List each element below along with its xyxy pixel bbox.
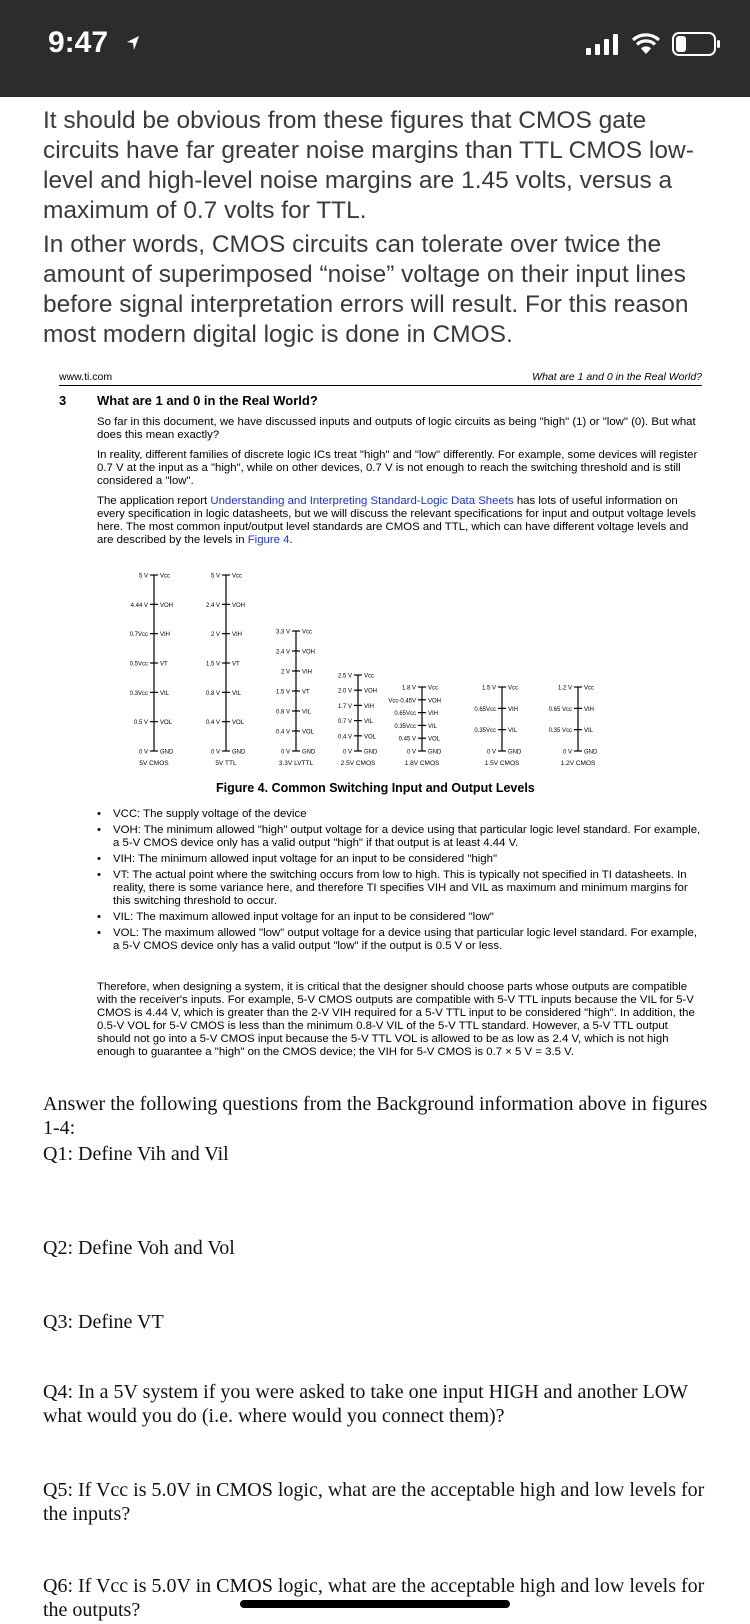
location-arrow-icon <box>126 35 140 51</box>
doc-header-site: www.ti.com <box>59 371 113 383</box>
level-label: 0.4 V <box>205 720 220 727</box>
level-label: 0.5 V <box>133 720 148 727</box>
bullet-vil: • VIL: The maximum allowed input voltage for an input to be considered "low" <box>97 911 702 924</box>
level-label: 0.7Vcc <box>130 632 148 639</box>
level-name: VOH <box>232 602 246 609</box>
level-name: GND <box>232 749 246 756</box>
level-name: VOH <box>428 698 442 705</box>
question-3: Q3: Define VT <box>43 1311 164 1333</box>
question-1: Q1: Define Vih and Vil <box>43 1143 229 1165</box>
bullet-voh: • VOH: The minimum allowed "high" output voltage for a device using that particular logic level standard. For example, a 5-V CMOS device only has a valid output "high" if that output is at least 4.44 V. <box>97 824 702 850</box>
bullet-vcc: • VCC: The supply voltage of the device <box>97 808 702 821</box>
level-label: 5 V <box>138 573 148 580</box>
status-bar <box>0 0 750 97</box>
level-name: VT <box>160 661 168 668</box>
level-label: 2 V <box>280 669 290 676</box>
doc-p3-b: has lots of useful information on every specification in logic datasheets, but we will discuss the relevant specifications for input and output voltage levels here. The most common input/output level standards are CMOS and TTL, which can have different voltage levels and are described by the levels in <box>97 495 696 546</box>
level-label: Vcc-0.45V <box>388 698 416 705</box>
battery-icon <box>672 32 722 56</box>
family-label: 5V CMOS <box>139 760 169 767</box>
questions-intro: Answer the following questions from the Background information above in figures 1-4: <box>43 1093 708 1139</box>
level-label: 0.65Vcc <box>474 706 496 713</box>
figure-4-levels-diagram <box>130 567 670 767</box>
doc-p3-c: . <box>289 534 293 546</box>
level-label: 0 V <box>562 749 572 756</box>
level-name: VIH <box>232 632 243 639</box>
level-name: VOL <box>302 729 315 736</box>
level-label: 0.5Vcc <box>130 661 148 668</box>
level-name: VIH <box>364 703 375 710</box>
level-name: VIH <box>428 711 439 718</box>
level-name: Vcc <box>428 685 439 692</box>
level-label: 0.4 V <box>337 734 352 741</box>
level-name: VOH <box>160 602 174 609</box>
family-label: 1.2V CMOS <box>560 760 596 767</box>
doc-p3-a: The application report <box>97 495 211 507</box>
intro-paragraph-2: In other words, CMOS circuits can tolerate over twice the amount of superimposed “noise” voltage on their input lines before signal interpretation errors will result. For this reason most modern digital logic is done in CMOS. <box>43 231 689 348</box>
family-label: 5V TTL <box>215 760 237 767</box>
doc-therefore-paragraph: Therefore, when designing a system, it is critical that the designer should choose parts whose outputs are compatible with the receiver's inputs. For example, 5-V CMOS outputs are compatible with 5-V TTL inputs because the VIL for 5-V CMOS is 4.44 V, which is greater than the 2-V VIH required for a 5-V TTL input to be considered "high". In addition, the 0.5-V VOL for 5-V CMOS is less than the minimum 0.8-V VIL of the 5-V TTL standard. However, a 5-V TTL output should not go into a 5-V CMOS input because the 5-V TTL VOL is allowed to be as low as 2.4 V, which is not high enough to guarantee a "high" on the CMOS device; the VIH for 5-V CMOS is 0.7 × 5 V = 3.5 V. <box>97 981 695 1058</box>
level-label: 0.65Vcc <box>394 711 416 718</box>
app-report-link[interactable]: Understanding and Interpreting Standard-Logic Data Sheets <box>210 495 514 507</box>
level-label: 0 V <box>210 749 220 756</box>
status-time: 9:47 <box>48 26 109 59</box>
level-name: GND <box>302 749 316 756</box>
level-label: 2 V <box>210 632 220 639</box>
family-label: 2.5V CMOS <box>340 760 376 767</box>
doc-header <box>59 371 702 386</box>
level-name: VOL <box>428 736 441 743</box>
signal-icon <box>586 33 620 55</box>
level-label: 0 V <box>486 749 496 756</box>
level-name: GND <box>508 749 522 756</box>
doc-paragraph-1: So far in this document, we have discussed inputs and outputs of logic circuits as being "high" (1) or "low" (0). But what does this mean exactly? <box>97 416 696 441</box>
level-label: 0.4 V <box>275 729 290 736</box>
intro-paragraph-1: It should be obvious from these figures that CMOS gate circuits have far greater noise margins than TTL CMOS low-level and high-level noise margins are 1.45 volts, versus a maximum of 0.7 volts for TTL. <box>43 107 694 224</box>
level-name: VIH <box>584 706 595 713</box>
definition-list <box>97 808 702 956</box>
level-name: VIL <box>302 709 312 716</box>
level-name: Vcc <box>160 573 171 580</box>
level-name: GND <box>364 749 378 756</box>
level-label: 0.35Vcc <box>394 723 416 730</box>
section-heading <box>59 393 318 408</box>
level-name: VIL <box>428 723 438 730</box>
level-label: 1.5 V <box>205 661 220 668</box>
level-name: VIL <box>508 728 518 735</box>
level-name: Vcc <box>302 629 313 636</box>
level-label: 0.35Vcc <box>474 728 496 735</box>
figure-4-link[interactable]: Figure 4 <box>247 534 290 546</box>
level-name: VIL <box>364 719 374 726</box>
doc-header-title: What are 1 and 0 in the Real World? <box>532 371 702 383</box>
doc-paragraph-2: In reality, different families of discrete logic ICs treat "high" and "low" differently. For example, some devices will register 0.7 V at the input as a "high", while on other devices, 0.7 V is not enough to reach the switching threshold and is still considered a "low". <box>97 449 698 487</box>
wifi-icon <box>632 33 660 55</box>
level-name: VOH <box>302 649 316 656</box>
level-label: 1.5 V <box>275 689 290 696</box>
level-name: VT <box>302 689 310 696</box>
level-label: 2.5 V <box>337 673 352 680</box>
level-label: 5 V <box>210 573 220 580</box>
bullet-vih: • VIH: The minimum allowed input voltage for an input to be considered "high" <box>97 853 702 866</box>
level-name: Vcc <box>508 685 519 692</box>
family-label: 3.3V LVTTL <box>278 760 314 767</box>
question-4: Q4: In a 5V system if you were asked to take one input HIGH and another LOW what would you do (i.e. where would you connect them)? <box>43 1381 688 1427</box>
level-label: 0.35 Vcc <box>548 728 572 735</box>
bullet-vt: • VT: The actual point where the switching occurs from low to high. This is typically not specified in TI datasheets. In reality, there is some variance here, and therefore TI specifies VIH and VIL as maximum and minimum margins for this switching threshold to occur. <box>97 869 702 908</box>
level-label: 0 V <box>280 749 290 756</box>
level-label: 2.4 V <box>275 649 290 656</box>
bullet-vol: • VOL: The maximum allowed "low" output voltage for a device using that particular logic level standard. For example, a 5-V CMOS device only has a valid output "low" if the output is 0.5 V or less. <box>97 927 702 953</box>
level-label: 0.8 V <box>275 709 290 716</box>
level-name: Vcc <box>232 573 243 580</box>
level-name: GND <box>584 749 598 756</box>
status-icons <box>586 32 722 56</box>
question-2: Q2: Define Voh and Vol <box>43 1237 235 1259</box>
home-indicator[interactable] <box>240 1600 510 1608</box>
level-label: 0.65 Vcc <box>548 706 572 713</box>
level-name: VIL <box>584 728 594 735</box>
question-6: Q6: If Vcc is 5.0V in CMOS logic, what are the acceptable high and low levels for the outputs? <box>43 1575 705 1621</box>
level-label: 2.0 V <box>337 688 352 695</box>
level-label: 0.45 V <box>398 736 416 743</box>
level-label: 1.8 V <box>401 685 416 692</box>
family-label: 1.5V CMOS <box>484 760 520 767</box>
level-label: 0.3Vcc <box>130 690 148 697</box>
level-label: 1.7 V <box>337 703 352 710</box>
level-label: 0 V <box>406 749 416 756</box>
level-name: VOH <box>364 688 378 695</box>
level-label: 0.7 V <box>337 719 352 726</box>
level-name: VT <box>232 661 240 668</box>
level-label: 2.4 V <box>205 602 220 609</box>
level-name: VIH <box>302 669 313 676</box>
level-name: VOL <box>232 720 245 727</box>
level-name: Vcc <box>364 673 375 680</box>
level-name: GND <box>428 749 442 756</box>
level-name: VOL <box>364 734 377 741</box>
family-label: 1.8V CMOS <box>404 760 440 767</box>
level-label: 4.44 V <box>130 602 148 609</box>
level-name: Vcc <box>584 685 595 692</box>
level-label: 0 V <box>138 749 148 756</box>
figure-caption: Figure 4. Common Switching Input and Output Levels <box>216 781 535 795</box>
level-label: 0.8 V <box>205 690 220 697</box>
section-title: What are 1 and 0 in the Real World? <box>97 393 318 408</box>
doc-paragraph-3 <box>97 495 702 547</box>
level-name: VIH <box>508 706 519 713</box>
section-number: 3 <box>59 393 67 408</box>
level-label: 1.5 V <box>481 685 496 692</box>
level-name: VIL <box>232 690 242 697</box>
level-label: 0 V <box>342 749 352 756</box>
question-5: Q5: If Vcc is 5.0V in CMOS logic, what are the acceptable high and low levels for the inputs? <box>43 1479 705 1525</box>
level-name: VOL <box>160 720 173 727</box>
level-label: 1.2 V <box>557 685 572 692</box>
level-label: 3.3 V <box>275 629 290 636</box>
level-name: VIL <box>160 690 170 697</box>
level-name: VIH <box>160 632 171 639</box>
level-name: GND <box>160 749 174 756</box>
